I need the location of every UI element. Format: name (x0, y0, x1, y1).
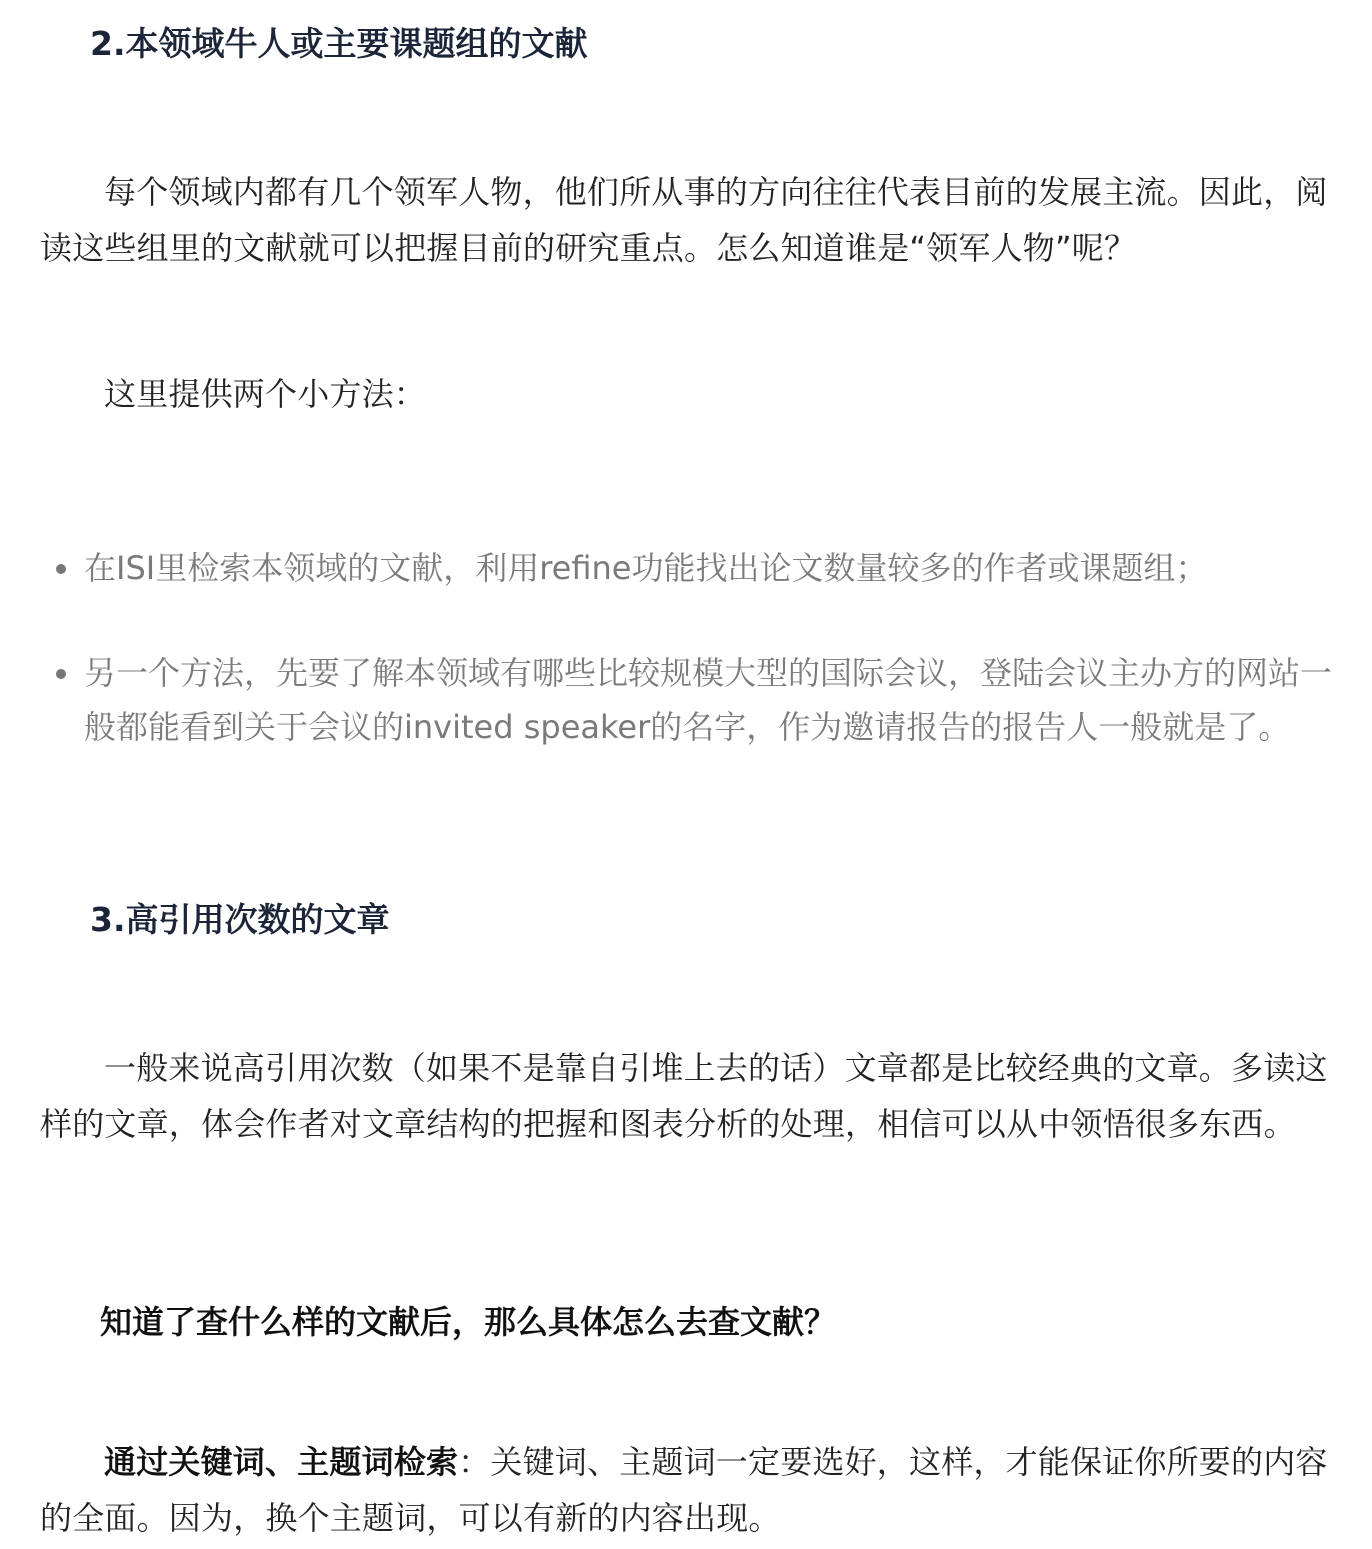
section-2-methods-intro: 这里提供两个小方法： (104, 375, 427, 413)
section-2-intro-paragraph: 每个领域内都有几个领军人物，他们所从事的方向往往代表目前的发展主流。因此，阅读这些组里的文献就可以把握目前的研究重点。怎么知道谁是“领军人物”呢？ (40, 173, 1328, 267)
keyword-search-text: ：关键词、主题词一定要选好，这样，才能保证你所要的内容的全面。因为，换个主题词，可以有新的内容出现。 (40, 1443, 1328, 1537)
keyword-search-lead: 通过关键词、主题词检索 (104, 1443, 459, 1481)
methods-list (0, 541, 1372, 595)
methods-list-2 (0, 646, 1372, 754)
list-item-method-1 (0, 541, 1372, 595)
section-3-paragraph: 一般来说高引用次数（如果不是靠自引堆上去的话）文章都是比较经典的文章。多读这样的文章，体会作者对文章结构的把握和图表分析的处理，相信可以从中领悟很多东西。 (40, 1049, 1328, 1143)
bullet-dot-icon (56, 669, 66, 679)
how-to-search-question: 知道了查什么样的文献后，那么具体怎么去查文献？ (100, 1303, 837, 1341)
keyword-search-paragraph (0, 1434, 1372, 1546)
bullet-dot-icon (56, 564, 66, 574)
method-1-text: 在ISI里检索本领域的文献，利用refine功能找出论文数量较多的作者或课题组； (84, 549, 1208, 587)
method-2-text: 另一个方法，先要了解本领域有哪些比较规模大型的国际会议，登陆会议主办方的网站一般都能看到关于会议的invited speaker的名字，作为邀请报告的报告人一般就是了。 (84, 654, 1333, 746)
section-2-heading: 2.本领域牛人或主要课题组的文献 (90, 24, 588, 63)
list-item-method-2 (0, 646, 1372, 754)
section-3-heading: 3.高引用次数的文章 (90, 900, 390, 939)
